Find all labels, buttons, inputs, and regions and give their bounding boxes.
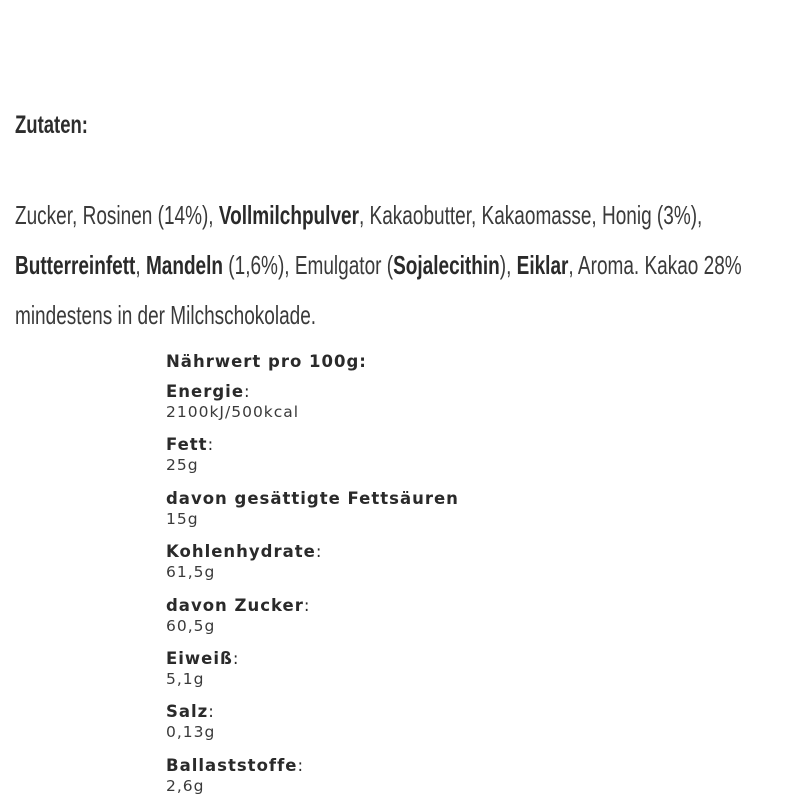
nutrient-value: 60,5g [166, 616, 216, 635]
nutrient-value: 2,6g [166, 776, 205, 795]
nutrient-colon: : [208, 702, 215, 722]
nutrient-row [166, 649, 786, 702]
nutrient-name-line [166, 649, 786, 669]
nutrient-name: Ballaststoffe [166, 755, 298, 775]
nutrient-value: 15g [166, 509, 199, 528]
nutrient-colon: : [315, 542, 323, 562]
nutrient-row [166, 756, 786, 809]
nutrient-colon: : [303, 595, 311, 615]
nutrient-name: Salz [166, 702, 209, 722]
nutrition-facts [166, 350, 786, 809]
nutrient-row [166, 489, 786, 542]
nutrient-colon: : [244, 382, 251, 401]
nutrient-row [166, 382, 786, 435]
nutrient-row [166, 435, 786, 488]
nutrient-row [166, 596, 786, 649]
nutrient-name: Fett [166, 435, 208, 455]
nutrient-value: 25g [166, 456, 199, 475]
ingredient-text-segment: (1,6%), Emulgator ( [223, 250, 394, 280]
nutrient-name-line [166, 756, 786, 776]
nutrient-row [166, 702, 786, 755]
nutrient-name: Energie [166, 382, 245, 401]
ingredient-allergen: Vollmilchpulver [218, 200, 359, 230]
nutrient-colon: : [297, 755, 305, 775]
nutrient-list [166, 382, 786, 809]
ingredient-text-segment: Zucker, Rosinen (14%), [15, 200, 219, 230]
nutrient-name-line [166, 702, 786, 722]
nutrient-name-line [166, 596, 786, 616]
nutrient-name-line [166, 489, 786, 509]
nutrient-name-line [166, 382, 786, 402]
nutrient-value: 2100kJ/500kcal [166, 403, 300, 421]
ingredients-text [15, 190, 800, 340]
ingredient-text-segment: , Aroma. Kakao 28% mindestens in der Milchschokolade. [15, 250, 742, 330]
ingredient-allergen: Eiklar [516, 250, 569, 280]
nutrient-colon: : [232, 648, 240, 668]
nutrient-name: Kohlenhydrate [166, 542, 316, 562]
nutrient-value: 5,1g [166, 669, 205, 688]
ingredients-title: Zutaten: [15, 111, 88, 139]
ingredient-text-segment: , Kakaobutter, Kakaomasse, Honig (3%), [358, 200, 703, 230]
nutrient-colon: : [207, 435, 215, 455]
nutrient-name-line [166, 435, 786, 455]
nutrient-name: davon gesättigte Fettsäuren [166, 488, 459, 508]
nutrient-name-line [166, 542, 786, 562]
nutrient-name: davon Zucker [166, 595, 304, 615]
ingredient-text-segment: ), [499, 250, 517, 280]
nutrient-row [166, 542, 786, 595]
nutrient-value: 61,5g [166, 563, 216, 582]
nutrient-value: 0,13g [166, 723, 216, 742]
ingredient-allergen: Mandeln [145, 250, 224, 280]
ingredient-allergen: Sojalecithin [393, 250, 500, 280]
nutrient-name: Eiweiß [166, 648, 233, 668]
nutrition-heading: Nährwert pro 100g: [166, 352, 367, 371]
ingredient-allergen: Butterreinfett [15, 250, 136, 280]
ingredient-text-segment: , [135, 250, 146, 280]
